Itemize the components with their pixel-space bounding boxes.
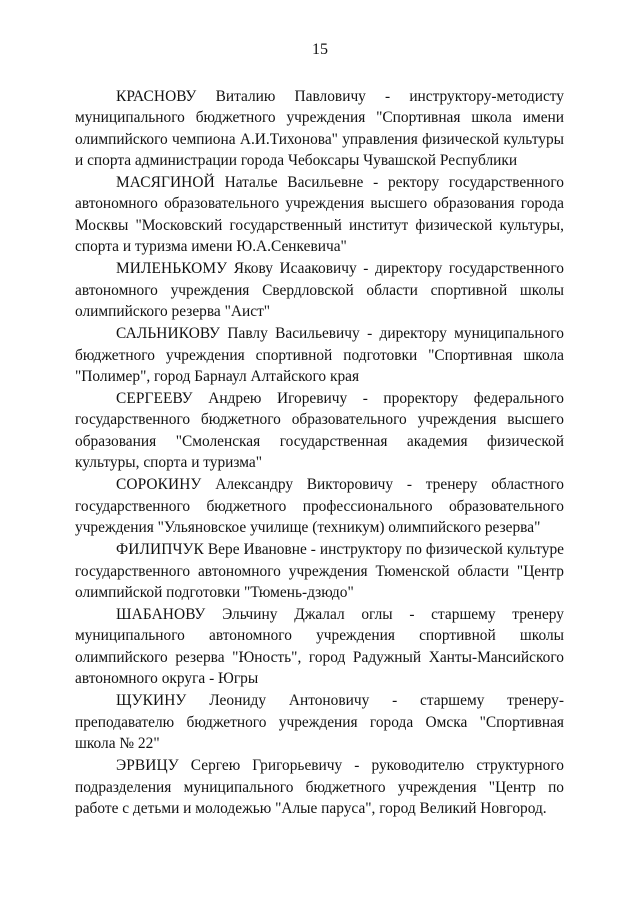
person-details: Наталье Васильевне - ректору государственного автономного образовательного учреждения высшего образования города Москвы "Московский государственный институт физической культуры, спорта и туризма имени Ю.А.Сенкевича"	[75, 174, 564, 256]
person-details: Виталию Павловичу - инструктору-методисту муниципального бюджетного учреждения "Спортивная школа имени олимпийского чемпиона А.И.Тихонова" управления физической культуры и спорта администрации города Чебоксары Чувашской Республики	[75, 88, 564, 169]
person-details: Павлу Васильевичу - директору муниципального бюджетного учреждения спортивной подготовки "Спортивная школа "Полимер", город Барнаул Алтайского края	[75, 325, 564, 385]
person-details: Эльчину Джалал оглы - старшему тренеру муниципального автономного учреждения спортивной школы олимпийского резерва "Юность", город Радужный Ханты-Мансийского автономного округа - Югры	[75, 606, 564, 688]
person-details: Сергею Григорьевичу - руководителю структурного подразделения муниципального бюджетного учреждения "Центр по работе с детьми и молодежью "Алые паруса", город Великий Новгород.	[75, 757, 564, 817]
list-item	[75, 539, 564, 603]
person-surname: САЛЬНИКОВУ	[116, 325, 221, 343]
list-item	[75, 474, 564, 538]
person-surname: МАСЯГИНОЙ	[116, 174, 215, 192]
list-item	[75, 388, 564, 473]
list-item	[75, 323, 564, 387]
award-list	[75, 86, 564, 820]
person-surname: ФИЛИПЧУК	[116, 541, 204, 559]
person-details: Андрею Игоревичу - проректору федерального государственного бюджетного образовательного учреждения высшего образования "Смоленская государственная академия физической культуры, спорта и туризма"	[75, 390, 564, 472]
list-item	[75, 755, 564, 819]
page-number: 15	[312, 41, 328, 58]
list-item	[75, 86, 564, 171]
list-item	[75, 604, 564, 689]
person-surname: МИЛЕНЬКОМУ	[116, 260, 228, 278]
list-item	[75, 690, 564, 754]
person-details: Леониду Антоновичу - старшему тренеру-преподавателю бюджетного учреждения города Омска "Спортивная школа № 22"	[75, 692, 564, 752]
person-details: Якову Исааковичу - директору государственного автономного учреждения Свердловской области спортивной школы олимпийского резерва "Аист"	[75, 260, 564, 320]
list-item	[75, 258, 564, 322]
list-item	[75, 172, 564, 257]
person-surname: СЕРГЕЕВУ	[116, 390, 193, 408]
person-details: Александру Викторовичу - тренеру областного государственного бюджетного профессионального образовательного учреждения "Ульяновское училище (техникум) олимпийского резерва"	[75, 476, 564, 536]
person-details: Вере Ивановне - инструктору по физической культуре государственного автономного учреждения Тюменской области "Центр олимпийской подготовки "Тюмень-дзюдо"	[75, 541, 564, 601]
person-surname: ЩУКИНУ	[116, 692, 187, 710]
person-surname: СОРОКИНУ	[116, 476, 202, 494]
person-surname: ЭРВИЦУ	[116, 757, 179, 775]
person-surname: ШАБАНОВУ	[116, 606, 206, 624]
person-surname: КРАСНОВУ	[116, 88, 197, 105]
